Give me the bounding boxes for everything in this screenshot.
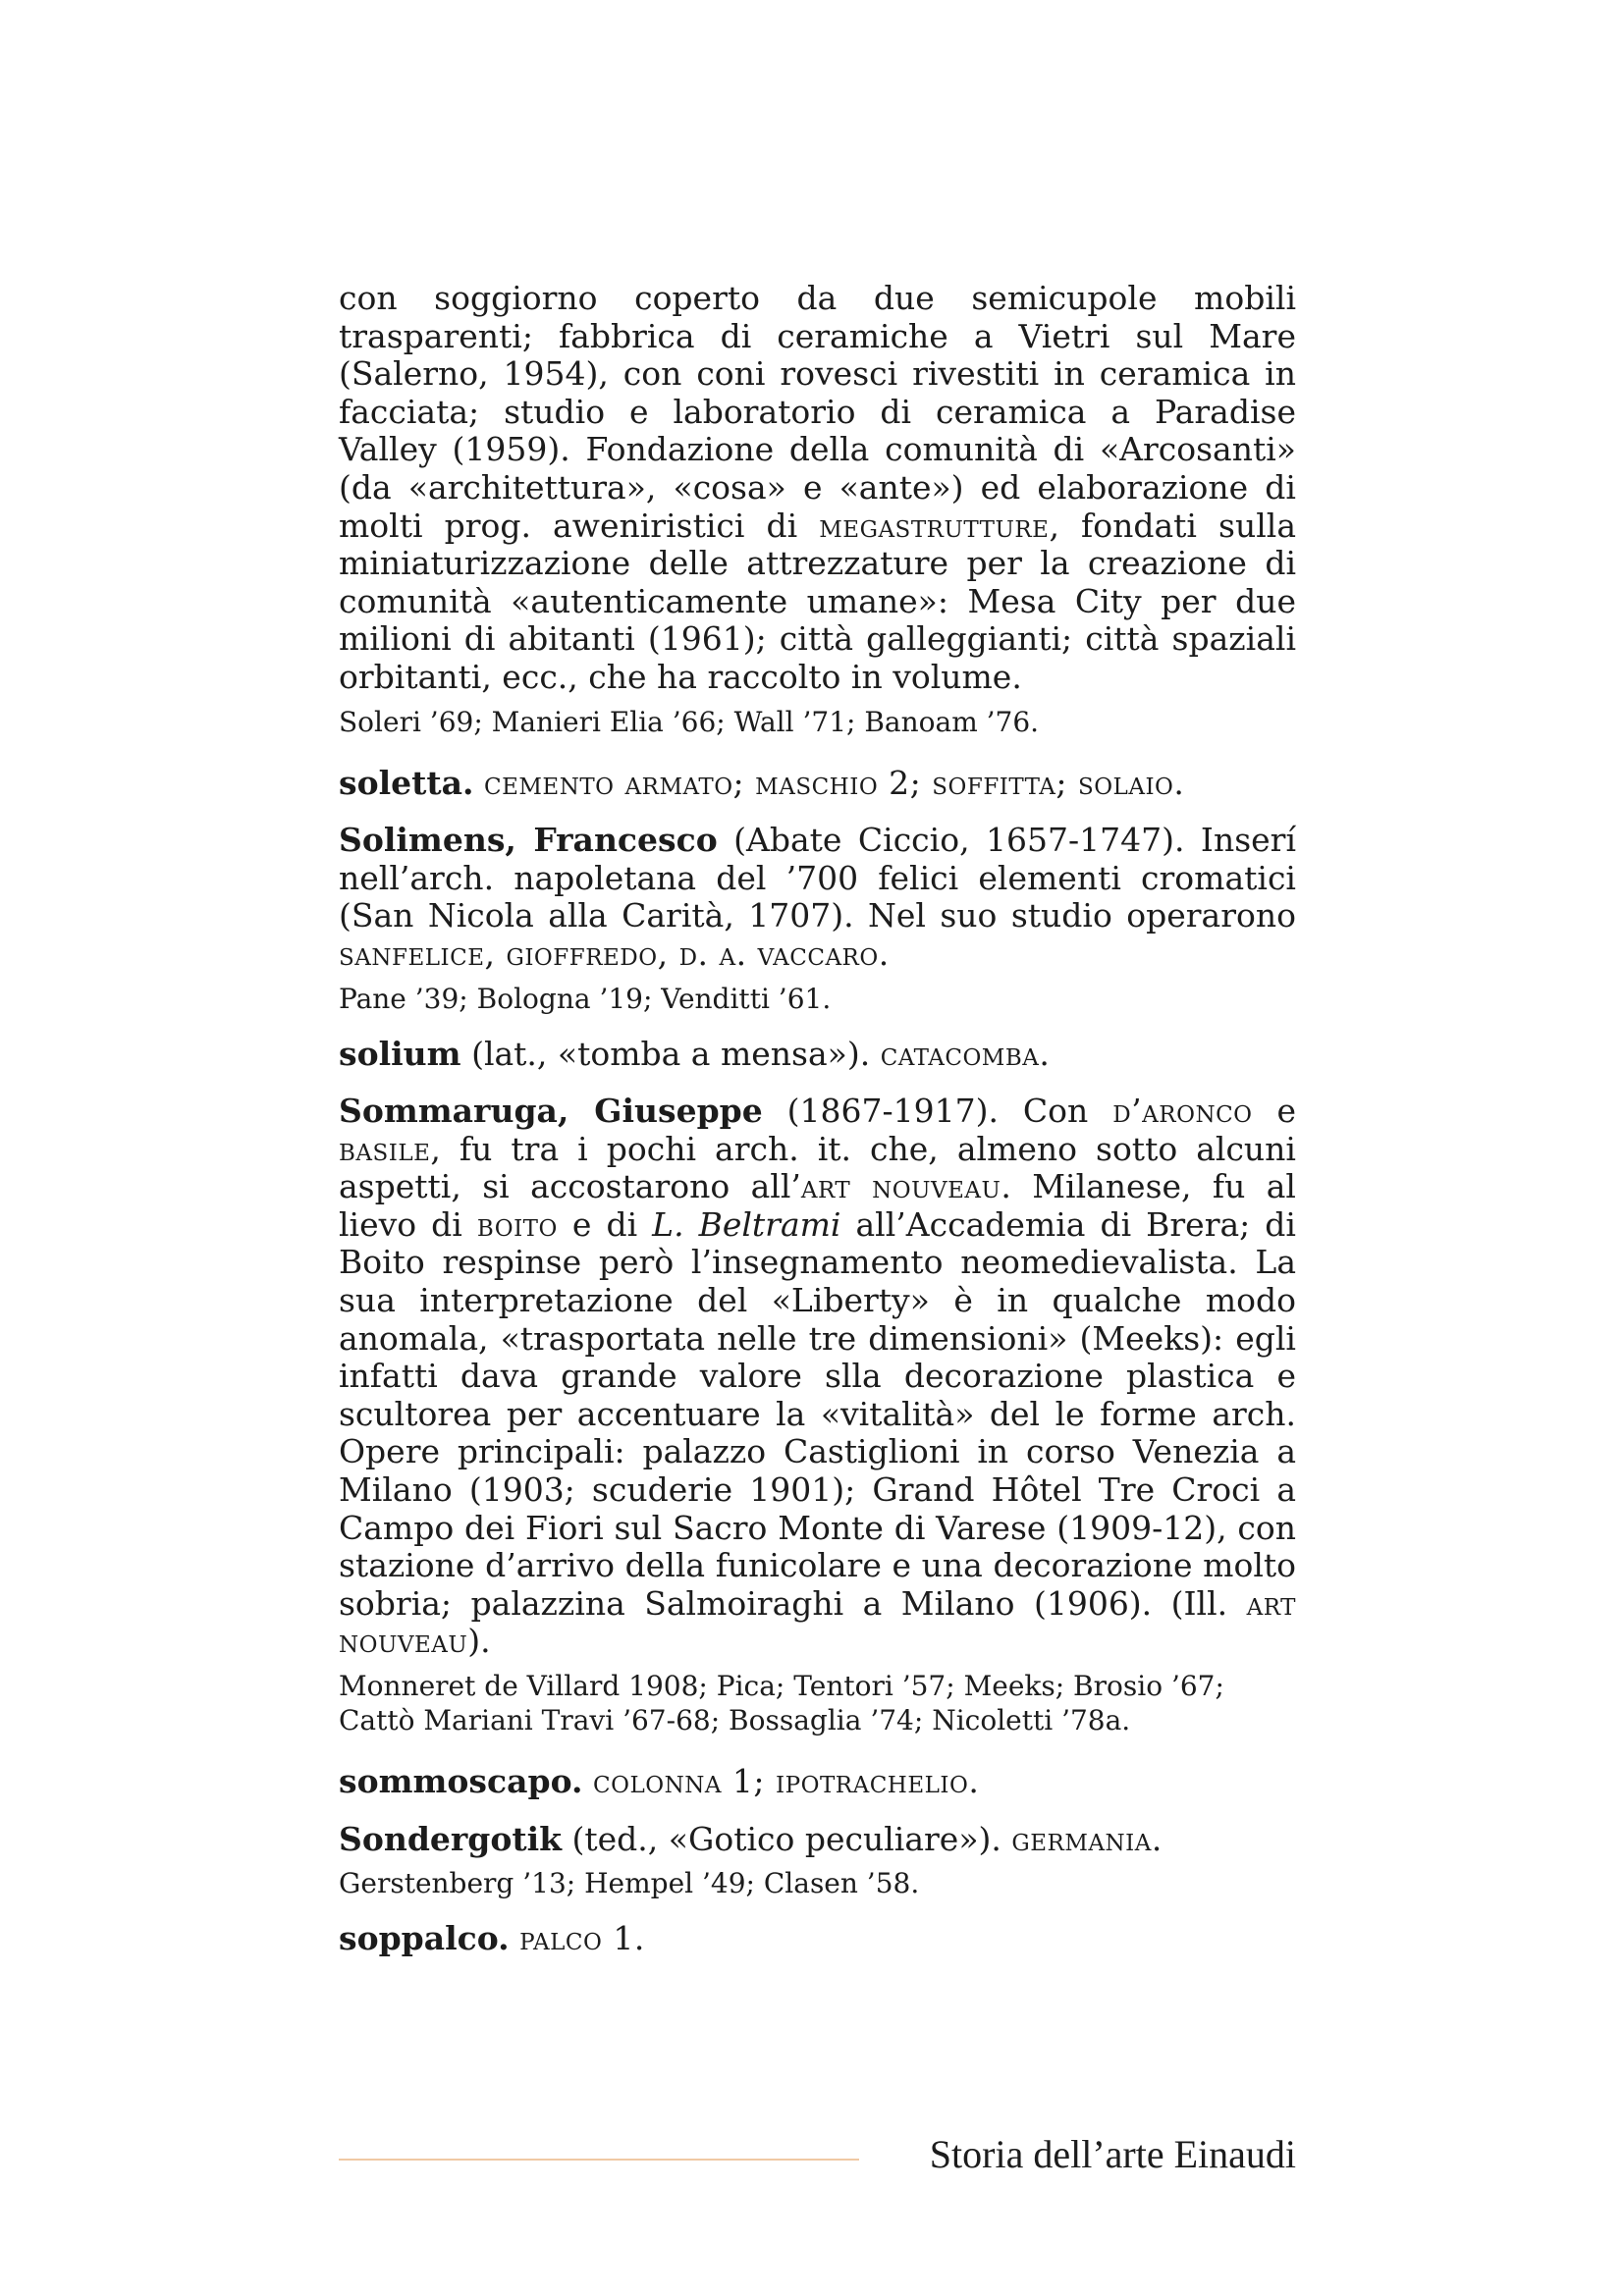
entry-sondergotik: [339, 1821, 1296, 1859]
entry-sommoscapo: [339, 1763, 1296, 1801]
entry-text: , fu tra i pochi arch. it. che, almeno sotto alcuni aspetti, si accostarono all’: [339, 1129, 1296, 1206]
text-column: [339, 280, 1296, 1958]
bibliography-sondergotik: Gerstenberg ’13; Hempel ’49; Clasen ’58.: [339, 1867, 920, 1900]
footer-rule: [339, 2159, 859, 2161]
entry-headword: solium: [339, 1034, 461, 1073]
entry-solimens: [339, 822, 1296, 973]
cross-reference: basile: [339, 1129, 431, 1168]
bibliography-solimens: Pane ’39; Bologna ’19; Venditti ’61.: [339, 982, 832, 1015]
cross-reference: art nouveau: [339, 1583, 1296, 1661]
entry-headword: Sondergotik: [339, 1819, 563, 1858]
entry-text: (ted., «Gotico peculiare»).: [562, 1819, 1012, 1858]
entry-soleri-continuation: [339, 280, 1296, 697]
entry-text: all’Accademia di Brera; di Boito respinse però l’insegnamento neomedievalista. La sua interpretazione del «Liberty» è in qualche modo anomala, «trasportata nelle tre dimensioni» (Meeks): egli infatti dava grande valore slla decorazione plastica e scultorea per accentuare la «vitalità» del le forme arch. Opere principali: palazzo Castiglioni in corso Venezia a Milano (1903; scuderie 1901); Grand Hôtel Tre Croci a Campo dei Fiori sul Sacro Monte di Varese (1909-12), con stazione d’arrivo della funicolare e una decorazione molto sobria; palazzina Salmoiraghi a Milano (1906). (Ill.: [339, 1204, 1296, 1623]
entry-text: (Abate Ciccio, 1657-1747). Inserí nell’arch. napoletana del ’700 felici elementi cromatici (San Nicola alla Carità, 1707). Nel suo studio operarono: [339, 821, 1297, 935]
entry-text: ).: [467, 1622, 491, 1661]
entry-text: , fondati sulla miniaturizzazione delle attrezzature per la creazione di comunità «autenticamente umane»: Mesa City per due milioni di abitanti (1961); città galleggianti; città spaziali orbitanti, ecc., che ha raccolto in volume.: [339, 506, 1297, 696]
cross-reference: catacomba.: [880, 1034, 1051, 1073]
cross-reference: boito: [476, 1204, 558, 1244]
entry-text: (lat., «tomba a mensa»).: [460, 1034, 881, 1073]
entry-headword: soletta.: [339, 763, 474, 802]
entry-text: . Milanese, fu al lievo di: [339, 1167, 1296, 1244]
entry-solium: [339, 1036, 1296, 1074]
entry-headword: soppalco.: [339, 1919, 510, 1958]
cross-reference: colonna 1; ipotrachelio.: [592, 1762, 980, 1800]
entry-headword: Solimens, Francesco: [339, 821, 718, 860]
cross-reference: art nouveau: [800, 1167, 1001, 1206]
entry-sommaruga: [339, 1093, 1296, 1661]
cross-reference: palco 1.: [519, 1919, 645, 1958]
entry-text: e: [1252, 1092, 1296, 1131]
entry-headword: sommoscapo.: [339, 1762, 583, 1800]
cross-reference: sanfelice, gioffredo, d. a. vaccaro.: [339, 934, 890, 973]
entry-headword: Sommaruga, Giuseppe: [339, 1092, 763, 1131]
entry-soletta: [339, 765, 1296, 803]
bibliography-sommaruga: Monneret de Villard 1908; Pica; Tentori ’57; Meeks; Brosio ’67; Cattò Mariani Travi ’67-68; Bossaglia ’74; Nicoletti ’78a.: [339, 1670, 1224, 1736]
cross-reference: d’aronco: [1112, 1092, 1253, 1131]
bibliography-soleri: Soleri ’69; Manieri Elia ’66; Wall ’71; Banoam ’76.: [339, 705, 1040, 738]
entry-text: con soggiorno coperto da due semicupole mobili trasparenti; fabbrica di ceramiche a Vietri sul Mare (Salerno, 1954), con coni rovesci rivestiti in ceramica in facciata; studio e laboratorio di ceramica a Paradise Valley (1959). Fondazione della comunità di «Arcosanti» (da «architettura», «cosa» e «ante») ed elaborazione di molti prog. aweniristici di: [339, 279, 1296, 545]
entry-soppalco: [339, 1920, 1296, 1958]
cross-reference: germania.: [1011, 1819, 1163, 1858]
entry-text: (1867-1917). Con: [762, 1092, 1113, 1131]
cross-reference: cemento armato; maschio 2; soffitta; solaio.: [483, 763, 1185, 802]
italic-name: L. Beltrami: [652, 1204, 841, 1244]
footer-title: Storia dell’arte Einaudi: [929, 2132, 1296, 2176]
entry-text: e di: [557, 1204, 653, 1244]
cross-reference: megastrutture: [819, 506, 1050, 545]
